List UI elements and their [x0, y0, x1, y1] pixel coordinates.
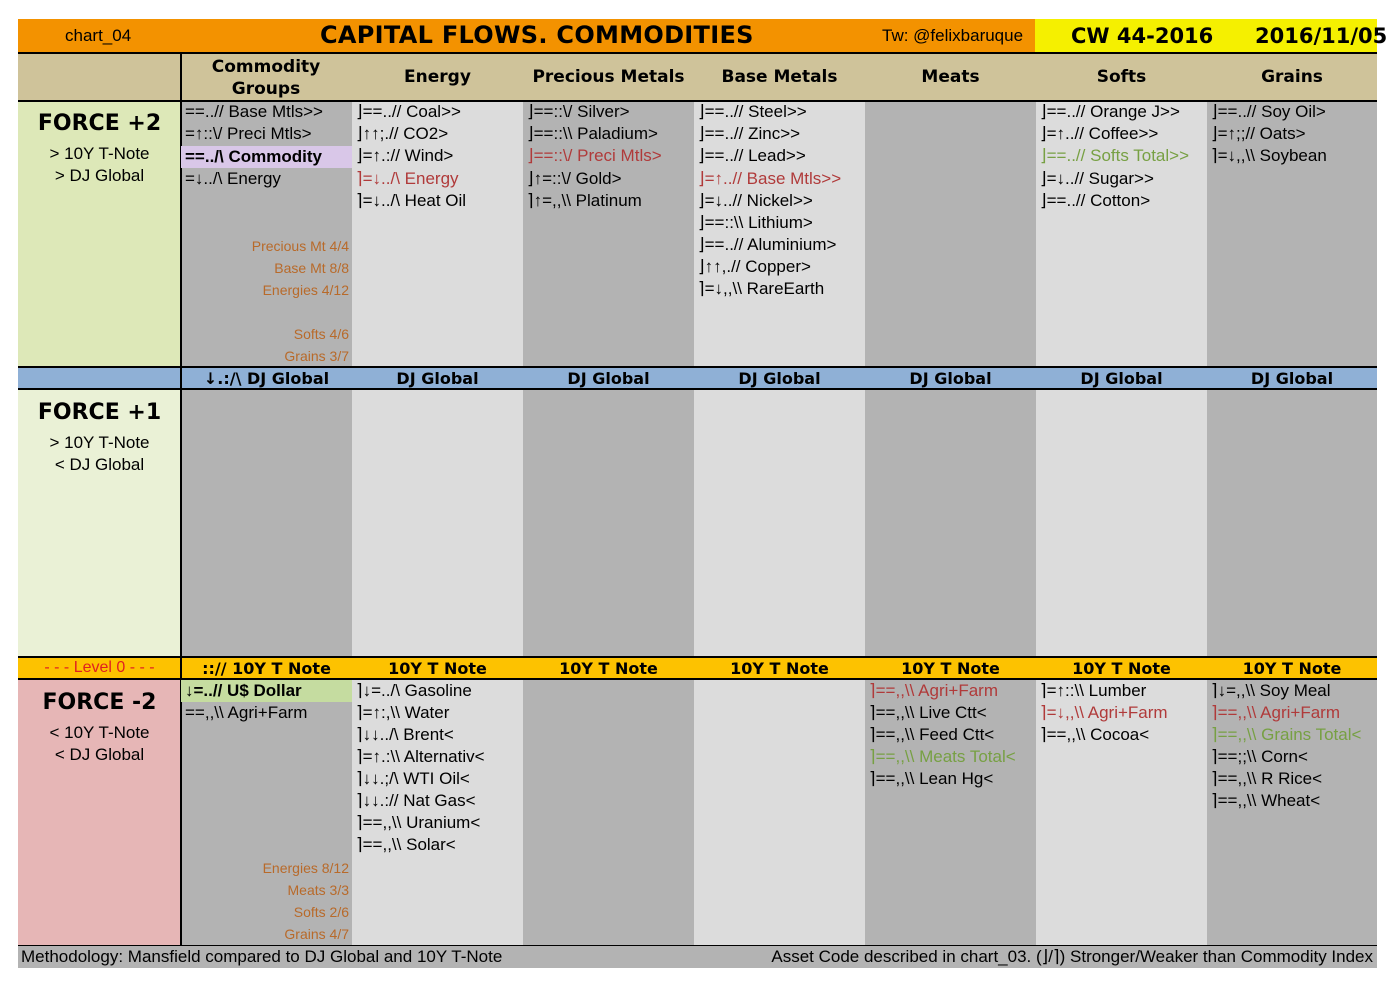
list-item: ⌉↓↓../\ Brent< [356, 725, 454, 744]
tnote-base: 10Y T Note [730, 659, 829, 678]
list-item: ⌋==..// Soy Oil> [1211, 102, 1326, 121]
force-plus1-block [18, 399, 181, 476]
force-plus2-base [694, 101, 865, 367]
force-plus2-softs [1036, 101, 1207, 367]
list-item: ⌉↓↓.;/\ WTI Oil< [356, 769, 470, 788]
list-item: ==..// Base Mtls>> [185, 102, 323, 121]
stripe-meats-1 [865, 101, 1036, 367]
group-count: Grains 4/7 [284, 926, 349, 942]
stripe-groups-2 [181, 389, 352, 657]
list-item: ⌉==;;\\ Corn< [1211, 747, 1308, 766]
list-item: ⌉==,,\\ Wheat< [1211, 791, 1321, 810]
group-count: Energies 8/12 [262, 860, 349, 876]
list-item-dollar-highlight: ↓=..// U$ Dollar [181, 680, 352, 702]
force-plus2-title: FORCE +2 [37, 111, 162, 136]
force-plus2-grains [1207, 101, 1377, 367]
list-item: ⌉==,,\\ R Rice< [1211, 769, 1323, 788]
list-item: ⌋==::\/ Silver> [527, 102, 630, 121]
list-item: =↑::\/ Preci Mtls> [185, 124, 312, 143]
list-item: ⌋==::\\ Lithium> [698, 213, 813, 232]
force-minus2-groups [181, 679, 352, 946]
list-item: ⌋==..// Orange J>> [1040, 102, 1180, 121]
divider-top-header [18, 52, 1377, 54]
list-item: ⌋=↑..// Base Mtls>> [698, 169, 842, 188]
col-header-grains: Grains [1261, 67, 1323, 87]
force-minus2-sub2: < DJ Global [54, 745, 145, 764]
list-item-commodity-highlight: ==../\ Commodity [181, 146, 352, 168]
tnote-grains: 10Y T Note [1242, 659, 1342, 678]
group-count: Grains 3/7 [284, 348, 349, 364]
list-item: ⌋↑=::\/ Gold> [527, 169, 622, 188]
stripe-base-3 [694, 679, 865, 946]
divider-dj-bottom [18, 388, 1377, 390]
list-item: ⌉=↓,,\\ Agri+Farm [1040, 703, 1168, 722]
tnote-groups: ::// 10Y T Note [202, 659, 331, 678]
list-item: ⌋↑↑;.// CO2> [356, 124, 449, 143]
list-item: ⌋==..// Aluminium> [698, 235, 837, 254]
dj-global-grains: DJ Global [1250, 369, 1334, 388]
group-count: Base Mt 8/8 [274, 260, 349, 276]
list-item: ⌋==..// Coal>> [356, 102, 461, 121]
list-item: ⌉==,,\\ Uranium< [356, 813, 481, 832]
force-minus2-energy [352, 679, 523, 946]
list-item: ⌉=↑.:\\ Alternativ< [356, 747, 485, 766]
list-item: ⌉==,,\\ Solar< [356, 835, 456, 854]
level-zero-label: - - - Level 0 - - - [44, 659, 155, 676]
list-item: ⌋==..// Softs Total>> [1040, 146, 1190, 165]
dj-global-precious: DJ Global [567, 369, 650, 388]
list-item: ⌋==..// Zinc>> [698, 124, 801, 143]
list-item: ⌋==::\/ Preci Mtls> [527, 146, 662, 165]
list-item: ⌉==,,\\ Live Ctt< [869, 703, 987, 722]
chart-id: chart_04 [65, 26, 132, 45]
force-plus2-groups [181, 101, 352, 367]
list-item: ⌉==,,\\ Agri+Farm [869, 681, 998, 700]
list-item: ⌉==,,\\ Agri+Farm [1211, 703, 1340, 722]
force-plus2-sub1: > 10Y T-Note [49, 144, 150, 163]
calendar-week: CW 44-2016 [1071, 24, 1214, 48]
col-header-groups: Commodity Groups [211, 57, 321, 99]
twitter-handle: Tw: @felixbaruque [882, 26, 1024, 45]
force-plus2-energy [352, 101, 523, 367]
list-item: ⌉=↓../\ Heat Oil [356, 191, 467, 210]
list-item: ⌋==::\\ Paladium> [527, 124, 658, 143]
force-plus2-sub2: > DJ Global [54, 166, 145, 185]
tnote-precious: 10Y T Note [559, 659, 658, 678]
page-title: CAPITAL FLOWS. COMMODITIES [320, 21, 754, 49]
list-item: ⌋↑↑,.// Copper> [698, 257, 811, 276]
force-plus1-title: FORCE +1 [37, 400, 162, 425]
list-item: ⌋=↑..// Coffee>> [1040, 124, 1159, 143]
list-item: ⌋=↓..// Sugar>> [1040, 169, 1154, 188]
force-minus2-grains [1207, 679, 1377, 946]
divider-tnote-top [18, 656, 1377, 658]
force-minus2-sub1: < 10Y T-Note [49, 723, 150, 742]
list-item: ==,,\\ Agri+Farm [185, 703, 308, 722]
list-item: ⌉=↓,,\\ Soybean [1211, 146, 1327, 165]
tnote-softs: 10Y T Note [1072, 659, 1171, 678]
list-item: ⌉==,,\\ Lean Hg< [869, 769, 994, 788]
tnote-energy: 10Y T Note [388, 659, 487, 678]
force-plus2-block [18, 110, 181, 187]
dj-global-base: DJ Global [738, 369, 821, 388]
list-item: ⌉=↑::\\ Lumber [1040, 681, 1147, 700]
stripe-energy-2 [352, 389, 523, 657]
list-item: ⌉=↑:,\\ Water [356, 703, 450, 722]
stripe-grains-2 [1207, 389, 1377, 657]
col-header-softs: Softs [1096, 67, 1147, 87]
force-minus2-block [18, 689, 181, 766]
list-item: ⌉=↓,,\\ RareEarth [698, 279, 825, 298]
list-item: ⌋==..// Steel>> [698, 102, 807, 121]
footer-legend: Asset Code described in chart_03. (⌋/⌉) Stronger/Weaker than Commodity Index [771, 947, 1373, 966]
list-item: ⌉↓↓.:// Nat Gas< [356, 791, 476, 810]
list-item: ⌋==..// Cotton> [1040, 191, 1151, 210]
list-item: ⌋=↓..// Nickel>> [698, 191, 813, 210]
force-minus2-meats [865, 679, 1036, 946]
group-count: Softs 2/6 [293, 904, 349, 920]
dj-global-softs: DJ Global [1080, 369, 1163, 388]
dj-global-groups: ↓.:/\ DJ Global [203, 369, 330, 388]
group-count: Meats 3/3 [287, 882, 349, 898]
list-item: ⌉↑=,,\\ Platinum [527, 191, 642, 210]
force-plus2-precious [523, 101, 694, 367]
list-item: ⌉==,,\\ Feed Ctt< [869, 725, 995, 744]
dj-global-meats: DJ Global [909, 369, 992, 388]
list-item: ⌉=↓../\ Energy [356, 169, 459, 188]
list-item: ⌋=↑.:// Wind> [356, 146, 454, 165]
list-item: ⌋==..// Lead>> [698, 146, 806, 165]
col-header-precious-metals: Precious Metals [532, 67, 685, 87]
stripe-meats-2 [865, 389, 1036, 657]
list-item: ⌉↓=,,\\ Soy Meal [1211, 681, 1331, 700]
force-plus1-sub2: < DJ Global [54, 455, 145, 474]
dj-global-energy: DJ Global [396, 369, 479, 388]
force-plus1-sub1: > 10Y T-Note [49, 433, 150, 452]
stripe-precious-3 [523, 679, 694, 946]
group-count: Softs 4/6 [293, 326, 349, 342]
col-header-meats: Meats [921, 67, 980, 87]
stripe-precious-2 [523, 389, 694, 657]
list-item: ⌉↓=../\ Gasoline [356, 681, 472, 700]
list-item: ⌉==,,\\ Meats Total< [869, 747, 1016, 766]
stripe-base-2 [694, 389, 865, 657]
group-count: Energies 4/12 [262, 282, 349, 298]
list-item: ⌉==,,\\ Grains Total< [1211, 725, 1362, 744]
list-item: =↓../\ Energy [185, 169, 281, 188]
tnote-meats: 10Y T Note [901, 659, 1000, 678]
col-header-energy: Energy [404, 67, 471, 87]
col-header-base-metals: Base Metals [721, 67, 838, 87]
report-date: 2016/11/05 [1255, 24, 1388, 48]
list-item: ⌉==,,\\ Cocoa< [1040, 725, 1150, 744]
list-item: ⌋=↑;;// Oats> [1211, 124, 1306, 143]
group-count: Precious Mt 4/4 [251, 238, 349, 254]
footer-methodology: Methodology: Mansfield compared to DJ Global and 10Y T-Note [21, 947, 503, 966]
stripe-softs-2 [1036, 389, 1207, 657]
force-minus2-softs [1036, 679, 1207, 946]
force-minus2-title: FORCE -2 [42, 690, 157, 715]
